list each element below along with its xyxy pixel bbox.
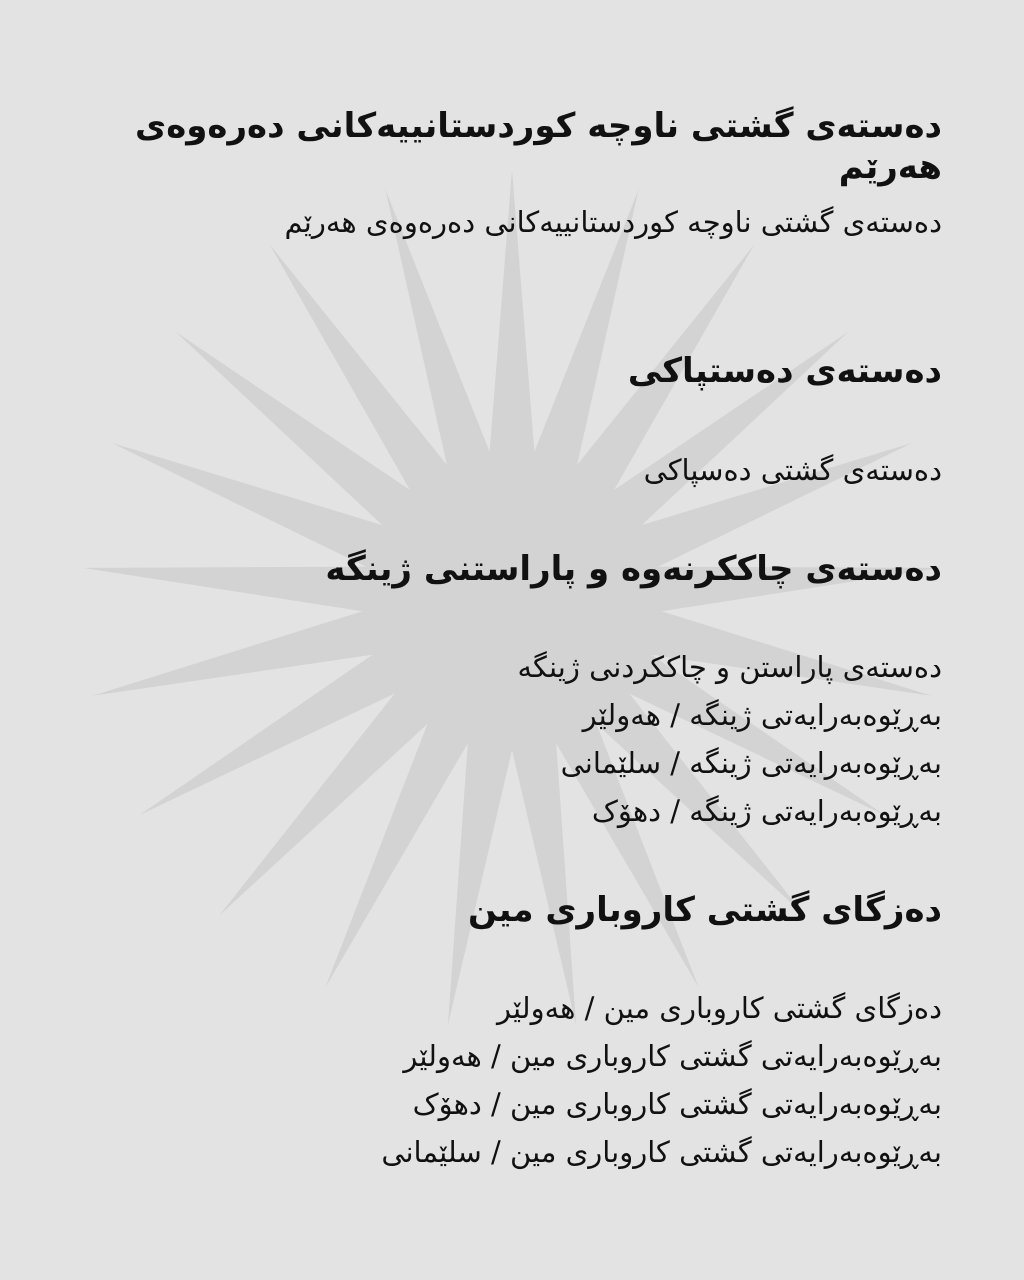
section-heading-mine-affairs: دەزگای گشتی کاروباری مین [468, 890, 942, 930]
section-list-integrity [62, 446, 942, 494]
section-list-environment [62, 643, 942, 835]
page-subtitle: دەستەی گشتی ناوچە کوردستانییەکانی دەرەوەی هەرێم [284, 205, 942, 239]
section-list-mine-affairs [62, 984, 942, 1176]
section-heading-environment: دەستەی چاککرنەوە و پاراستنی ژینگە [325, 549, 942, 589]
section-heading-integrity: دەستەی دەستپاکی [627, 351, 942, 391]
list-item: بەڕێوەبەرایەتی ژینگە / هەولێر [582, 698, 942, 732]
list-item: بەڕێوەبەرایەتی ژینگە / دهۆک [591, 794, 942, 828]
list-item: دەستەی پاراستن و چاککردنی ژینگە [517, 650, 942, 684]
list-item: دەزگای گشتی کاروباری مین / هەولێر [497, 991, 942, 1025]
list-item: بەڕێوەبەرایەتی گشتی کاروباری مین / هەولێر [403, 1039, 942, 1073]
list-item: بەڕێوەبەرایەتی گشتی کاروباری مین / سلێمانی [381, 1135, 942, 1169]
list-item: بەڕێوەبەرایەتی گشتی کاروباری مین / دهۆک [412, 1087, 942, 1121]
page-title: دەستەی گشتی ناوچە کوردستانییەکانی دەرەوەی هەرێم [135, 106, 942, 187]
list-item: دەستەی گشتی دەسپاکی [643, 453, 942, 487]
list-item: بەڕێوەبەرایەتی ژینگە / سلێمانی [560, 746, 942, 780]
